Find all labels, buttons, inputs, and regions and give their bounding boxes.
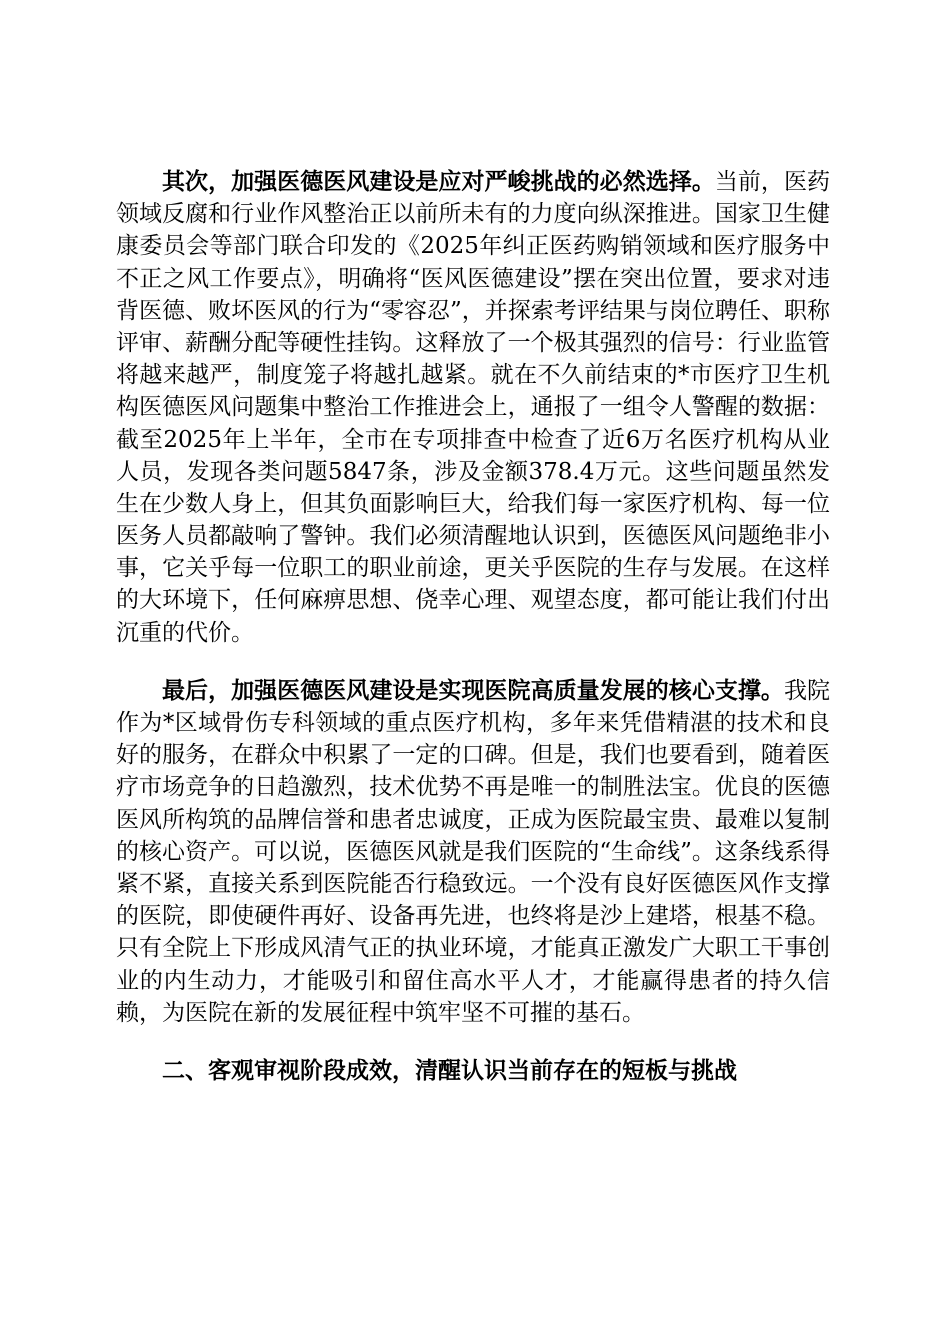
paragraph-second-reason [116, 166, 830, 649]
paragraph-body-text: 当前，医药领域反腐和行业作风整治正以前所未有的力度向纵深推进。国家卫生健康委员会等部门联合印发的《2025年纠正医药购销领域和医疗服务中不正之风工作要点》，明确将“医风医德建设”摆在突出位置，要求对违背医德、败坏医风的行为“零容忍”，并探索考评结果与岗位聘任、职称评审、薪酬分配等硬性挂钩。这释放了一个极其强烈的信号：行业监管将越来越严，制度笼子将越扎越紧。就在不久前结束的*市医疗卫生机构医德医风问题集中整治工作推进会上，通报了一组令人警醒的数据：截至2025年上半年，全市在专项排查中检查了近6万名医疗机构从业人员，发现各类问题5847条，涉及金额378.4万元。这些问题虽然发生在少数人身上，但其负面影响巨大，给我们每一家医疗机构、每一位医务人员都敲响了警钟。我们必须清醒地认识到，医德医风问题绝非小事，它关乎每一位职工的职业前途，更关乎医院的生存与发展。在这样的大环境下，任何麻痹思想、侥幸心理、观望态度，都可能让我们付出沉重的代价。 [116, 169, 831, 646]
paragraph-lead-sentence: 最后，加强医德医风建设是实现医院高质量发展的核心支撑。 [162, 676, 784, 704]
paragraph-lead-sentence: 其次，加强医德医风建设是应对严峻挑战的必然选择。 [162, 168, 715, 195]
section-heading: 二、客观审视阶段成效，清醒认识当前存在的短板与挑战 [162, 1056, 737, 1084]
paragraph-final-reason [116, 675, 830, 1029]
paragraph-body-text: 我院作为*区域骨伤专科领域的重点医疗机构，多年来凭借精湛的技术和良好的服务，在群众中积累了一定的口碑。但是，我们也要看到，随着医疗市场竞争的日趋激烈，技术优势不再是唯一的制胜法宝。优良的医德医风所构筑的品牌信誉和患者忠诚度，正成为医院最宝贵、最难以复制的核心资产。可以说，医德医风就是我们医院的“生命线”。这条线系得紧不紧，直接关系到医院能否行稳致远。一个没有良好医德医风作支撑的医院，即使硬件再好、设备再先进，也终将是沙上建塔，根基不稳。只有全院上下形成风清气正的执业环境，才能真正激发广大职工干事创业的内生动力，才能吸引和留住高水平人才，才能赢得患者的持久信赖，为医院在新的发展征程中筑牢坚不可摧的基石。 [116, 677, 831, 1026]
document-body [116, 166, 830, 1087]
